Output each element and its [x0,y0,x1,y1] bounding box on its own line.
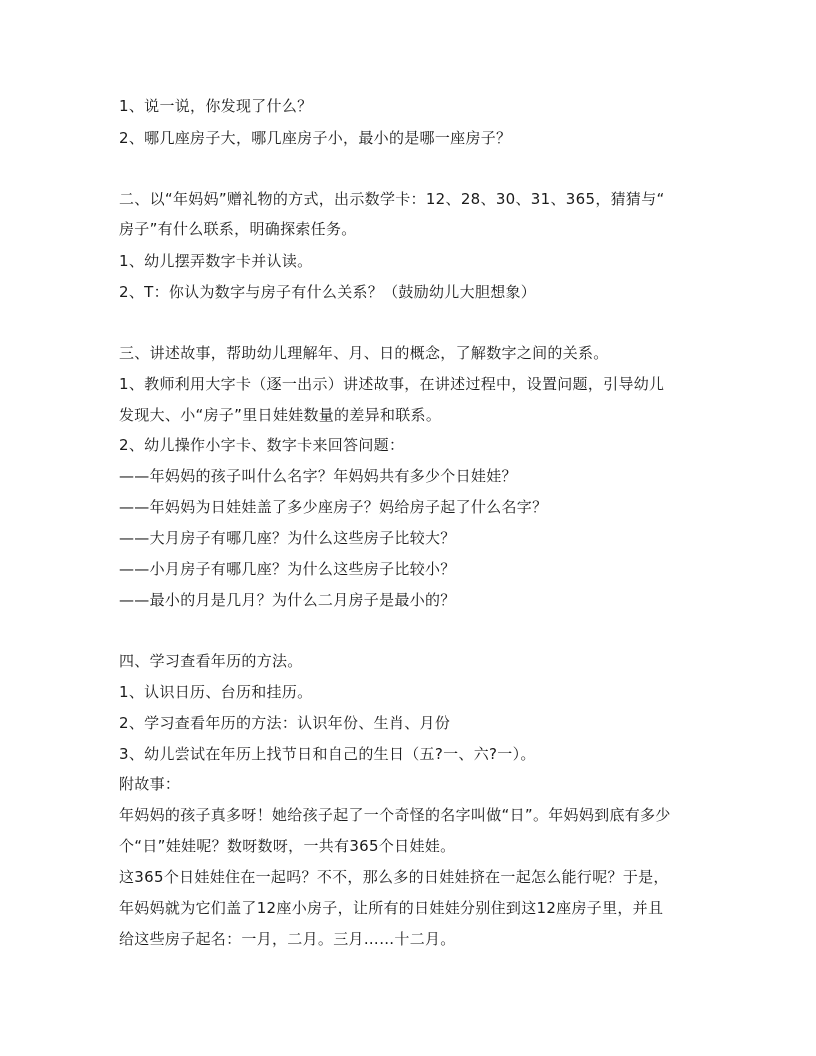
text-line: 1、说一说，你发现了什么？ [119,97,313,115]
section-heading: 二、以“年妈妈”赠礼物的方式，出示数学卡：12、28、30、31、365，猜猜与“ [119,190,665,208]
text-line: 1、认识日历、台历和挂历。 [119,683,313,701]
question-line: ——最小的月是几月？为什么二月房子是最小的？ [119,591,456,609]
text-line: 1、幼儿摆弄数字卡并认读。 [119,252,313,270]
text-line: 发现大、小“房子”里日娃娃数量的差异和联系。 [119,406,442,424]
text-line: 2、T：你认为数字与房子有什么关系？（鼓励幼儿大胆想象） [119,283,537,301]
question-line: ——小月房子有哪几座？为什么这些房子比较小？ [119,560,456,578]
story-line: 给这些房子起名：一月，二月。三月……十二月。 [119,930,456,948]
text-line: 1、教师利用大字卡（逐一出示）讲述故事，在讲述过程中，设置问题，引导幼儿 [119,375,665,393]
text-line: 2、学习查看年历的方法：认识年份、生肖、月份 [119,714,451,732]
story-line: 年妈妈就为它们盖了12座小房子，让所有的日娃娃分别住到这12座房子里，并且 [119,899,664,917]
story-line: 个“日”娃娃呢？数呀数呀，一共有365个日娃娃。 [119,837,456,855]
question-line: ——年妈妈为日娃娃盖了多少座房子？妈给房子起了什么名字？ [119,498,548,516]
section-heading: 三、讲述故事，帮助幼儿理解年、月、日的概念，了解数字之间的关系。 [119,344,609,362]
story-line: 这365个日娃娃住在一起吗？不不，那么多的日娃娃挤在一起怎么能行呢？于是， [119,868,669,886]
story-line: 年妈妈的孩子真多呀！她给孩子起了一个奇怪的名字叫做“日”。年妈妈到底有多少 [119,806,671,824]
question-line: ——年妈妈的孩子叫什么名字？年妈妈共有多少个日娃娃？ [119,467,517,485]
text-line: 2、哪几座房子大，哪几座房子小，最小的是哪一座房子？ [119,129,512,147]
section-heading: 四、学习查看年历的方法。 [119,652,303,670]
appendix-heading: 附故事： [119,775,181,793]
text-line: 3、幼儿尝试在年历上找节日和自己的生日（五?一、六?一）。 [119,745,536,763]
text-line: 2、幼儿操作小字卡、数字卡来回答问题： [119,436,405,454]
text-line: 房子”有什么联系，明确探索任务。 [119,220,357,238]
question-line: ——大月房子有哪几座？为什么这些房子比较大？ [119,529,456,547]
